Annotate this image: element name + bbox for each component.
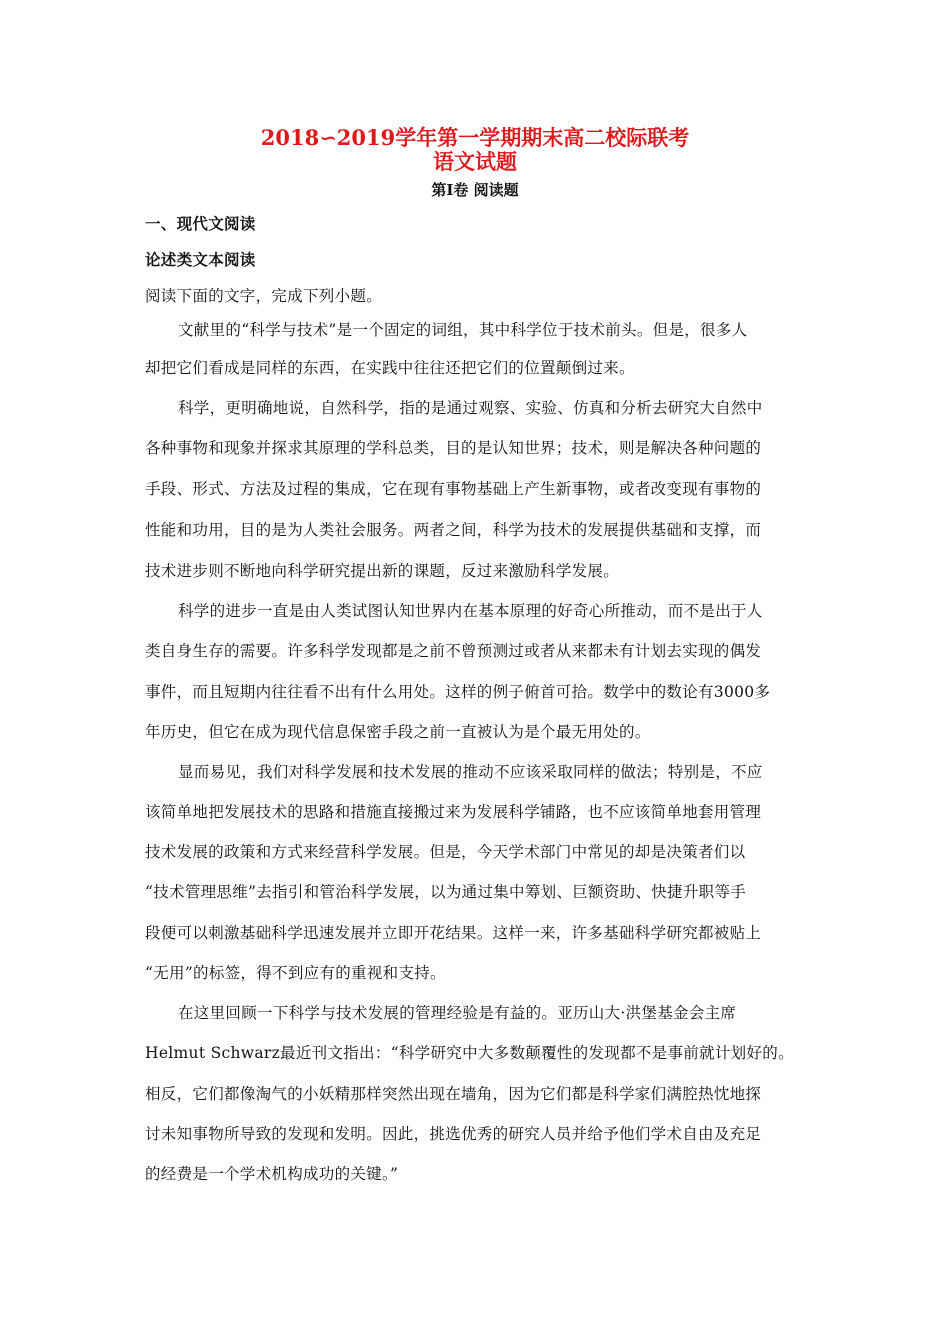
volume-heading: 第Ⅰ卷 阅读题 (431, 181, 519, 199)
passage-line: 的经费是一个学术机构成功的关键。” (145, 1165, 399, 1183)
section-heading: 一、现代文阅读 (145, 214, 256, 233)
subsection-heading: 论述类文本阅读 (145, 250, 256, 269)
passage-line: 性能和功用，目的是为人类社会服务。两者之间，科学为技术的发展提供基础和支撑，而 (145, 521, 762, 539)
passage-line: 显而易见，我们对科学发展和技术发展的推动不应该采取同样的做法；特别是，不应 (178, 763, 763, 781)
passage-line: 各种事物和现象并探求其原理的学科总类，目的是认知世界；技术，则是解决各种问题的 (145, 439, 762, 457)
passage-line: 科学，更明确地说，自然科学，指的是通过观察、实验、仿真和分析去研究大自然中 (178, 399, 763, 417)
passage-line: 手段、形式、方法及过程的集成，它在现有事物基础上产生新事物，或者改变现有事物的 (145, 480, 762, 498)
passage-line: 讨未知事物所导致的发现和发明。因此，挑选优秀的研究人员并给予他们学术自由及充足 (145, 1125, 762, 1143)
passage-line: 事件，而且短期内往往看不出有什么用处。这样的例子俯首可拾。数学中的数论有3000多 (145, 683, 771, 701)
passage-line: 相反，它们都像淘气的小妖精那样突然出现在墙角，因为它们都是科学家们满腔热忱地探 (145, 1085, 762, 1103)
exam-title: 2018∽2019学年第一学期期末高二校际联考 (260, 125, 690, 150)
passage-line: 该简单地把发展技术的思路和措施直接搬过来为发展科学铺路，也不应该简单地套用管理 (145, 803, 762, 821)
passage-line: “技术管理思维”去指引和管治科学发展，以为通过集中筹划、巨额资助、快捷升职等手 (145, 883, 747, 901)
passage-line: 科学的进步一直是由人类试图认知世界内在基本原理的好奇心所推动，而不是出于人 (178, 602, 763, 620)
passage-line: 在这里回顾一下科学与技术发展的管理经验是有益的。亚历山大·洪堡基金会主席 (178, 1004, 737, 1022)
passage-line: 段便可以刺激基础科学迅速发展并立即开花结果。这样一来，许多基础科学研究都被贴上 (145, 924, 762, 942)
passage-line: 年历史，但它在成为现代信息保密手段之前一直被认为是个最无用处的。 (145, 723, 651, 741)
passage-line: 文献里的“科学与技术”是一个固定的词组，其中科学位于技术前头。但是，很多人 (178, 321, 748, 339)
passage-line: “无用”的标签，得不到应有的重视和支持。 (145, 964, 446, 982)
passage-line: Helmut Schwarz最近刊文指出：“科学研究中大多数颠覆性的发现都不是事前就计划好的。 (145, 1044, 794, 1062)
passage-line: 却把它们看成是同样的东西，在实践中往往还把它们的位置颠倒过来。 (145, 359, 635, 377)
exam-subject-title: 语文试题 (433, 149, 517, 174)
passage-line: 技术进步则不断地向科学研究提出新的课题，反过来激励科学发展。 (145, 562, 620, 580)
passage-line: 类自身生存的需要。许多科学发现都是之前不曾预测过或者从来都未有计划去实现的偶发 (145, 642, 762, 660)
instruction-text: 阅读下面的文字，完成下列小题。 (145, 287, 383, 305)
passage-line: 技术发展的政策和方式来经营科学发展。但是，今天学术部门中常见的却是决策者们以 (145, 843, 746, 861)
